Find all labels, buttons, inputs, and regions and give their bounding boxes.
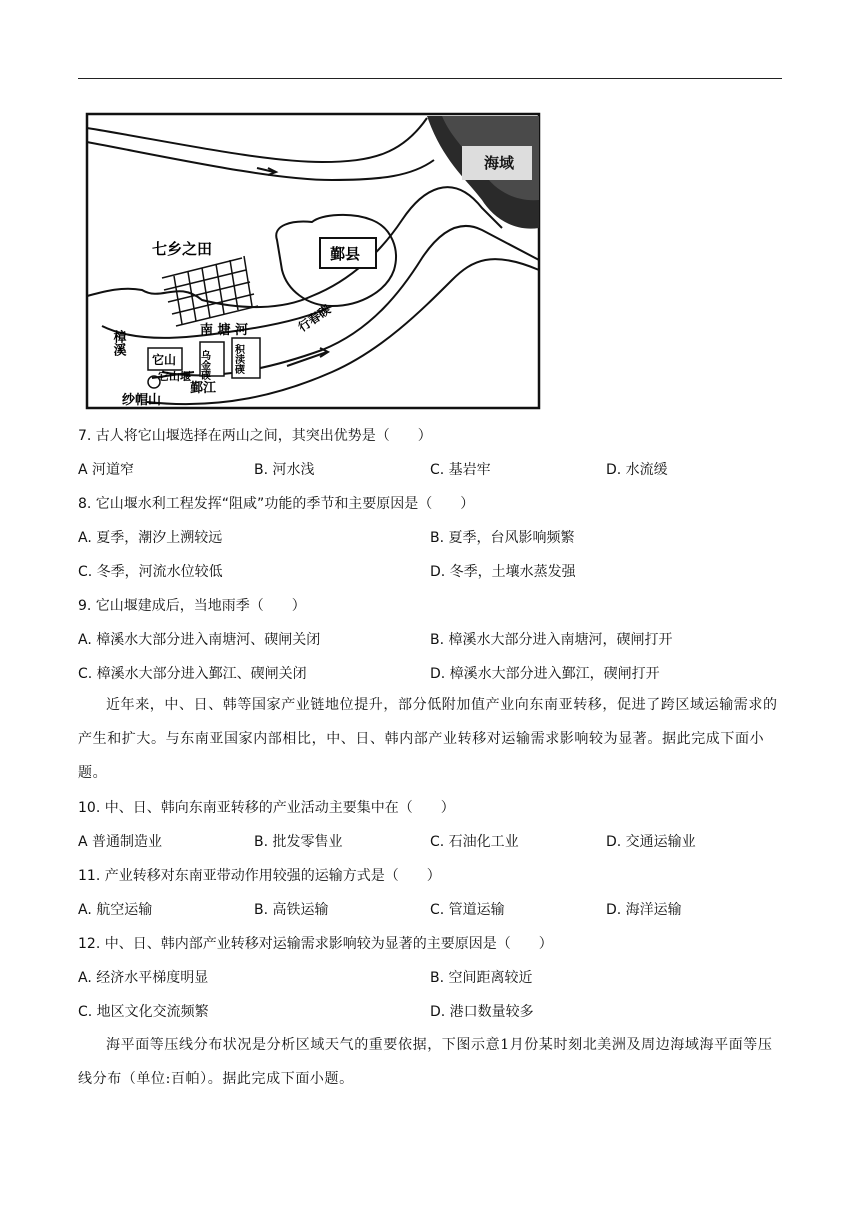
nantang-label: 南 塘 河 (200, 323, 249, 338)
q9-option-b[interactable]: B. 樟溪水大部分进入南塘河，碶闸打开 (430, 632, 673, 648)
q10-option-d[interactable]: D. 交通运输业 (606, 834, 696, 850)
q8-option-b[interactable]: B. 夏季，台风影响频繁 (430, 530, 575, 546)
q10-option-b[interactable]: B. 批发零售业 (254, 834, 343, 850)
question-10: 10. 中、日、韩向东南亚转移的产业活动主要集中在（ ） (78, 800, 455, 816)
q9-option-d[interactable]: D. 樟溪水大部分进入鄞江，碶闸打开 (430, 666, 660, 682)
q12-option-d[interactable]: D. 港口数量较多 (430, 1004, 534, 1020)
q8-option-a[interactable]: A. 夏季，潮汐上溯较远 (78, 530, 223, 546)
isobar-passage: 海平面等压线分布状况是分析区域天气的重要依据，下图示意1月份某时刻北美洲及周边海域海平面等压线分布（单位:百帕）。据此完成下面小题。 (78, 1037, 773, 1087)
q11-option-c[interactable]: C. 管道运输 (430, 902, 505, 918)
q10-option-c[interactable]: C. 石油化工业 (430, 834, 519, 850)
question-11: 11. 产业转移对东南亚带动作用较强的运输方式是（ ） (78, 868, 441, 884)
q7-option-c[interactable]: C. 基岩牢 (430, 462, 491, 478)
wujin-label: 乌金碶 (198, 350, 210, 380)
q11-option-d[interactable]: D. 海洋运输 (606, 902, 682, 918)
q12-option-b[interactable]: B. 空间距离较近 (430, 970, 533, 986)
tashan-label: 它山 (152, 353, 177, 367)
q9-option-c[interactable]: C. 樟溪水大部分进入鄞江、碶闸关闭 (78, 666, 307, 682)
q10-option-a[interactable]: A 普通制造业 (78, 834, 163, 850)
county-label: 鄞县 (330, 245, 361, 263)
fields-label: 七乡之田 (152, 240, 213, 258)
q12-option-a[interactable]: A. 经济水平梯度明显 (78, 970, 209, 986)
q7-option-d[interactable]: D. 水流缓 (606, 462, 668, 478)
zhangxi-label: 樟溪 (110, 330, 126, 356)
question-8: 8. 它山堰水利工程发挥“阻咸”功能的季节和主要原因是（ ） (78, 496, 475, 512)
industry-passage: 近年来，中、日、韩等国家产业链地位提升，部分低附加值产业向东南亚转移，促进了跨区域运输需求的产生和扩大。与东南亚国家内部相比，中、日、韩内部产业转移对运输需求影响较为显著。据此完成下面小题。 (78, 697, 778, 781)
sea-label: 海域 (484, 154, 515, 172)
question-12: 12. 中、日、韩内部产业转移对运输需求影响较为显著的主要原因是（ ） (78, 936, 553, 952)
q11-option-a[interactable]: A. 航空运输 (78, 902, 153, 918)
q7-option-a[interactable]: A 河道窄 (78, 462, 135, 478)
question-9: 9. 它山堰建成后，当地雨季（ ） (78, 598, 306, 614)
q12-option-c[interactable]: C. 地区文化交流频繁 (78, 1004, 209, 1020)
q7-option-b[interactable]: B. 河水浅 (254, 462, 315, 478)
xingchun-label: 行春碶 (295, 302, 334, 335)
q9-option-a[interactable]: A. 樟溪水大部分进入南塘河、碶闸关闭 (78, 632, 321, 648)
jijiang-label: 积渎碶 (232, 344, 244, 374)
tashan-weir-label: 它山堰 (158, 370, 191, 383)
yinjiang-label: 鄞江 (190, 381, 217, 396)
question-7: 7. 古人将它山堰选择在两山之间，其突出优势是（ ） (78, 428, 432, 444)
q8-option-d[interactable]: D. 冬季，土壤水蒸发强 (430, 564, 576, 580)
q8-option-c[interactable]: C. 冬季，河流水位较低 (78, 564, 223, 580)
header-rule (78, 78, 782, 79)
q11-option-b[interactable]: B. 高铁运输 (254, 902, 329, 918)
shaxingshan-label: 纱帽山 (122, 393, 162, 408)
tashan-weir-map (82, 110, 544, 414)
